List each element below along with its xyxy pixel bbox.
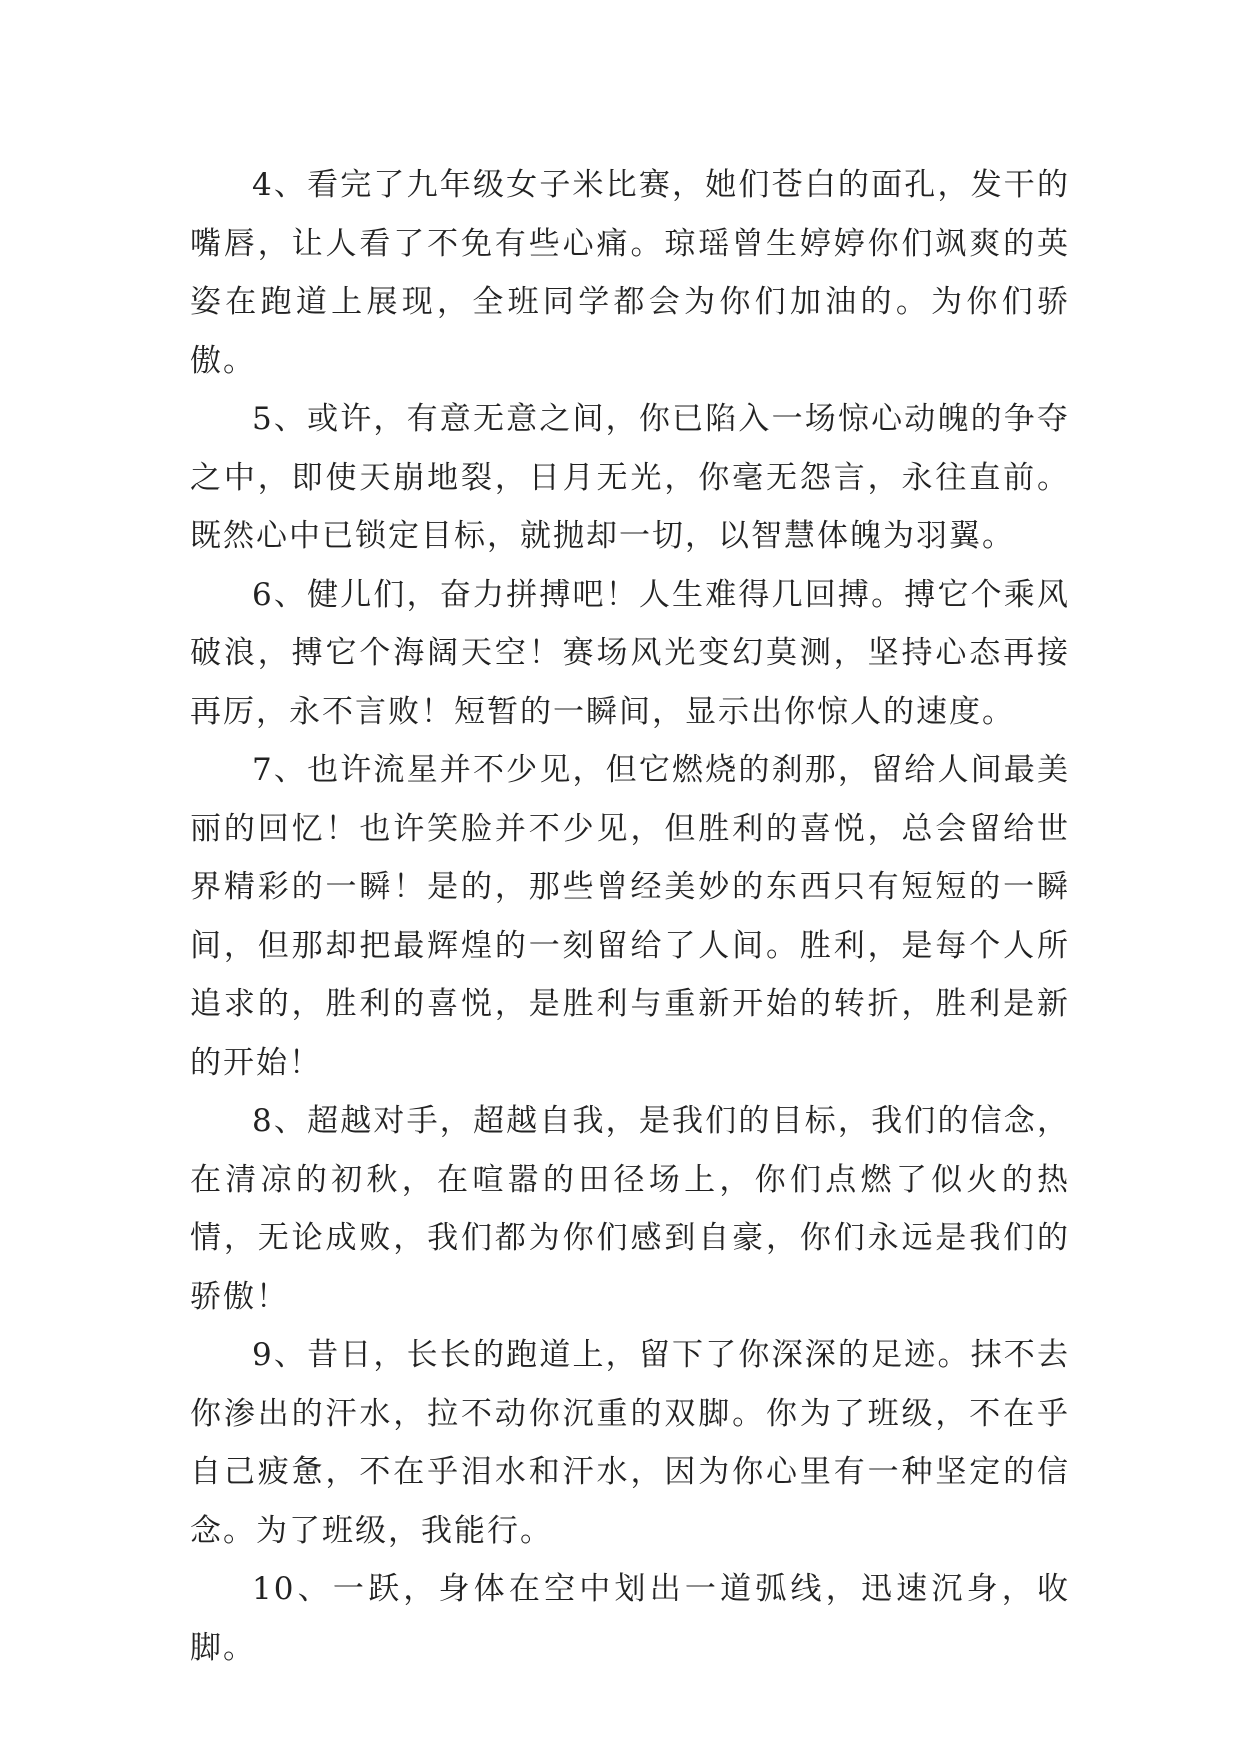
paragraph-5: 5、或许，有意无意之间，你已陷入一场惊心动魄的争夺之中，即使天崩地裂，日月无光，你毫无怨言，永往直前。既然心中已锁定目标，就抛却一切，以智慧体魄为羽翼。 (190, 401, 1070, 554)
paragraph-10: 10、一跃，身体在空中划出一道弧线，迅速沉身，收脚。 (190, 1571, 1070, 1666)
paragraph-4: 4、看完了九年级女子米比赛，她们苍白的面孔，发干的嘴唇，让人看了不免有些心痛。琼瑶曾生婷婷你们飒爽的英姿在跑道上展现，全班同学都会为你们加油的。为你们骄傲。 (190, 167, 1070, 379)
paragraph-8: 8、超越对手，超越自我，是我们的目标，我们的信念，在清凉的初秋，在喧嚣的田径场上，你们点燃了似火的热情，无论成败，我们都为你们感到自豪，你们永远是我们的骄傲！ (190, 1103, 1070, 1315)
document-body (190, 156, 1070, 1677)
paragraph-9: 9、昔日，长长的跑道上，留下了你深深的足迹。抹不去你渗出的汗水，拉不动你沉重的双脚。你为了班级，不在乎自己疲惫，不在乎泪水和汗水，因为你心里有一种坚定的信念。为了班级，我能行。 (190, 1337, 1070, 1549)
paragraph-6: 6、健儿们，奋力拼搏吧！人生难得几回搏。搏它个乘风破浪，搏它个海阔天空！赛场风光变幻莫测，坚持心态再接再厉，永不言败！短暂的一瞬间，显示出你惊人的速度。 (190, 576, 1070, 730)
paragraph-7: 7、也许流星并不少见，但它燃烧的刹那，留给人间最美丽的回忆！也许笑脸并不少见，但胜利的喜悦，总会留给世界精彩的一瞬！是的，那些曾经美妙的东西只有短短的一瞬间，但那却把最辉煌的一刻留给了人间。胜利，是每个人所追求的，胜利的喜悦，是胜利与重新开始的转折，胜利是新的开始！ (190, 752, 1070, 1081)
